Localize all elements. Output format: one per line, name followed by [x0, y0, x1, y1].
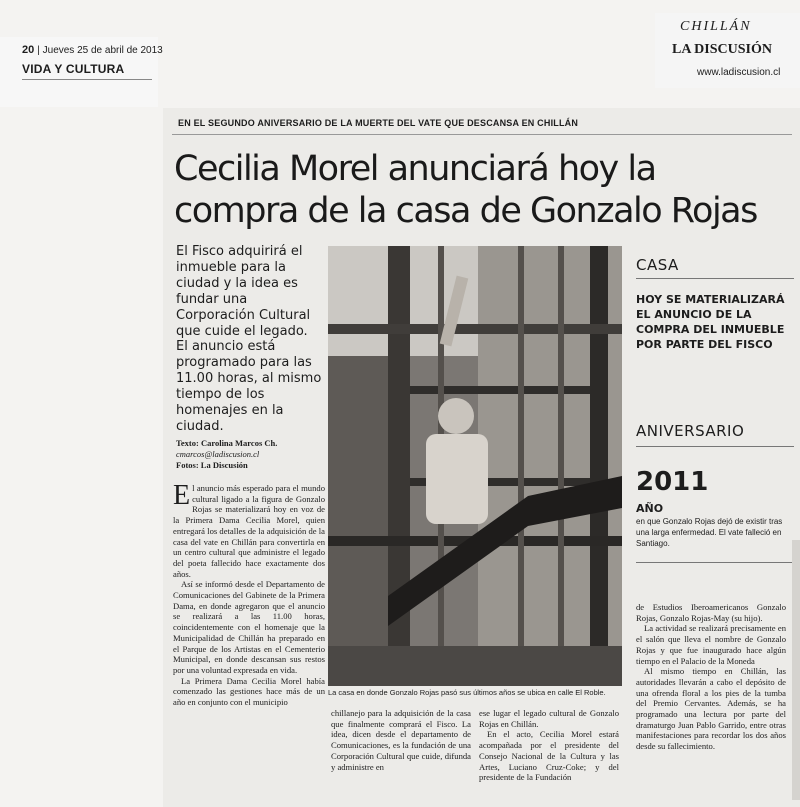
newspaper-name: LA DISCUSIÓN	[672, 42, 772, 57]
photo-caption: La casa en donde Gonzalo Rojas pasó sus últimos años se ubica en calle El Roble.	[328, 688, 606, 697]
publication-date: | Jueves 25 de abril de 2013	[37, 45, 163, 56]
headline-line-2: compra de la casa de Gonzalo Rojas	[174, 191, 757, 231]
sidebar-rule	[636, 446, 794, 447]
byline-author: Texto: Carolina Marcos Ch.	[176, 438, 278, 448]
sidebar-heading-casa: CASA	[636, 256, 679, 274]
sidebar-year: 2011	[636, 467, 709, 497]
byline-photo: Fotos: La Discusión	[176, 460, 248, 470]
city-name: CHILLÁN	[680, 19, 752, 34]
body-paragraph: La actividad se realizará precisamente en el salón que lleva el nombre de Gonzalo Rojas y que fue inaugurado hace algún tiempo en el Palacio de la Moneda	[636, 623, 786, 666]
body-column-2	[331, 708, 471, 772]
sidebar-rule	[636, 278, 794, 279]
byline-email: cmarcos@ladiscusion.cl	[176, 449, 260, 459]
body-column-4	[636, 602, 786, 752]
body-paragraph: Así se informó desde el Departamento de Comunicaciones del Gabinete de la Primera Dama, en donde agregaron que el anuncio se realizará a las 11.00 horas, coincidentemente con el homenaje que la Municipalidad de Chillán ha preparado en el Parque de los Artistas en el Cementerio Municipal, en donde descansan sus restos por una voluntad expresada en vida.	[173, 579, 325, 675]
body-column-3	[479, 708, 619, 783]
deck-paragraph-2: El anuncio está programado para las 11.00 horas, al mismo tiempo de los homenajes en la ciudad.	[176, 339, 322, 434]
deck-paragraph-1: El Fisco adquirirá el inmueble para la ciudad y la idea es fundar una Corporación Cultural que cuide el legado.	[176, 244, 311, 339]
body-paragraph: ese lugar el legado cultural de Gonzalo Rojas en Chillán.	[479, 708, 619, 729]
body-paragraph: Al mismo tiempo en Chillán, las autoridades llevarán a cabo el depósito de una ofrenda floral a los pies de la tumba del Premio Cervantes. Además, se ha programado una lectura por parte del dramaturgo Juan Pablo Garrido, entre otras manifestaciones para recordar los dos años desde su fallecimiento.	[636, 666, 786, 752]
body-paragraph: l anuncio más esperado para el mundo cultural ligado a la figura de Gonzalo Rojas se materializará hoy en voz de la Primera Dama Cecilia Morel, quien entregará los detalles de la adquisición de la casa del vate en Chillán para convertirla en un centro cultural que administre el legado del poeta fallecido hace exactamente dos años.	[173, 483, 325, 579]
sidebar-year-label: AÑO	[636, 502, 664, 515]
byline	[176, 438, 277, 471]
sidebar-heading-aniversario: ANIVERSARIO	[636, 422, 745, 440]
article-kicker: EN EL SEGUNDO ANIVERSARIO DE LA MUERTE DEL VATE QUE DESCANSA EN CHILLÁN	[178, 118, 579, 128]
sidebar-bottom-rule	[636, 562, 794, 563]
headline-line-1: Cecilia Morel anunciará hoy la	[174, 149, 656, 189]
page-number: 20	[22, 44, 35, 56]
body-paragraph: En el acto, Cecilia Morel estará acompañada por el presidente del Consejo Nacional de la Cultura y las Artes, Luciano Cruz-Coke; y del presidente de la Fundación	[479, 729, 619, 783]
section-rule	[22, 79, 152, 80]
body-paragraph: de Estudios Iberoamericanos Gonzalo Rojas, Gonzalo Rojas-May (su hijo).	[636, 602, 786, 623]
right-edge-shadow	[792, 540, 800, 800]
body-column-1	[173, 480, 325, 708]
website-url: www.ladiscusion.cl	[697, 67, 781, 78]
page-info	[22, 44, 163, 56]
article-photo	[328, 246, 622, 686]
kicker-rule	[172, 134, 792, 135]
section-name: VIDA Y CULTURA	[22, 62, 125, 76]
drop-cap: E	[173, 480, 191, 511]
body-paragraph: chillanejo para la adquisición de la casa que finalmente comprará el Fisco. La idea, dicen desde el departamento de Comunicaciones, es la fundación de una Corporación Cultural que cuide, difunda y administre en	[331, 708, 471, 772]
sidebar-casa-text: HOY SE MATERIALIZARÁ EL ANUNCIO DE LA COMPRA DEL INMUEBLE POR PARTE DEL FISCO	[636, 293, 785, 351]
sidebar-anniversary-text: en que Gonzalo Rojas dejó de existir tras una larga enfermedad. El vate falleció en Santiago.	[636, 517, 783, 548]
body-paragraph: La Primera Dama Cecilia Morel había comenzado las gestiones hace más de un año en conjunto con el municipio	[173, 675, 325, 708]
